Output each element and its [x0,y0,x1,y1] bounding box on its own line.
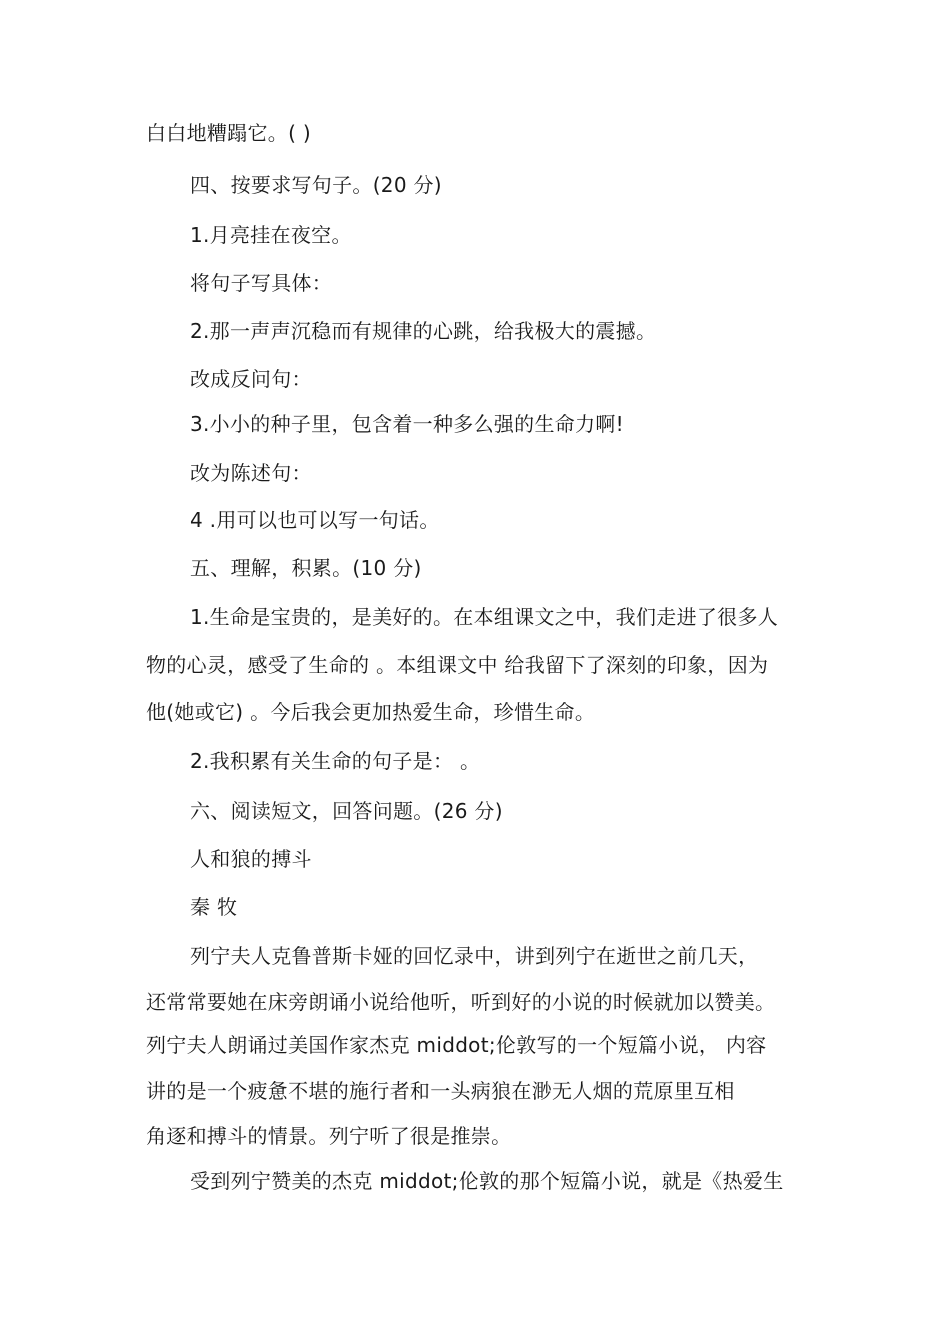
article-title: 人和狼的搏斗 [190,847,312,871]
text-line: 1.月亮挂在夜空。 [190,223,352,247]
text-line: 改为陈述句： [190,461,312,485]
text-line: 4 .用可以也可以写一句话。 [190,508,440,532]
text-line: 2.我积累有关生命的句子是： 。 [190,749,481,773]
text-line: 白白地糟蹋它。( ) [146,121,311,145]
section-heading: 四、按要求写句子。(20 分) [190,173,442,197]
text-line: 还常常要她在床旁朗诵小说给他听，听到好的小说的时候就加以赞美。 [146,990,776,1014]
text-line: 他(她或它) 。今后我会更加热爱生命，珍惜生命。 [146,700,596,724]
text-line: 讲的是一个疲惫不堪的施行者和一头病狼在渺无人烟的荒原里互相 [146,1079,735,1103]
text-line: 物的心灵，感受了生命的 。本组课文中 给我留下了深刻的印象，因为 [146,653,769,677]
text-line: 受到列宁赞美的杰克 middot;伦敦的那个短篇小说，就是《热爱生 [190,1169,784,1193]
text-line: 1.生命是宝贵的，是美好的。在本组课文之中，我们走进了很多人 [190,605,779,629]
section-heading: 五、理解，积累。(10 分) [190,556,422,580]
text-line: 列宁夫人朗诵过美国作家杰克 middot;伦敦写的一个短篇小说， 内容 [146,1033,767,1057]
text-line: 将句子写具体： [190,271,333,295]
section-heading: 六、阅读短文，回答问题。(26 分) [190,799,503,823]
article-author: 秦 牧 [190,895,238,919]
text-line: 3.小小的种子里，包含着一种多么强的生命力啊! [190,412,624,436]
text-line: 2.那一声声沉稳而有规律的心跳，给我极大的震撼。 [190,319,657,343]
text-line: 列宁夫人克鲁普斯卡娅的回忆录中，讲到列宁在逝世之前几天， [190,944,759,968]
text-line: 角逐和搏斗的情景。列宁听了很是推崇。 [146,1124,512,1148]
text-line: 改成反问句： [190,367,312,391]
